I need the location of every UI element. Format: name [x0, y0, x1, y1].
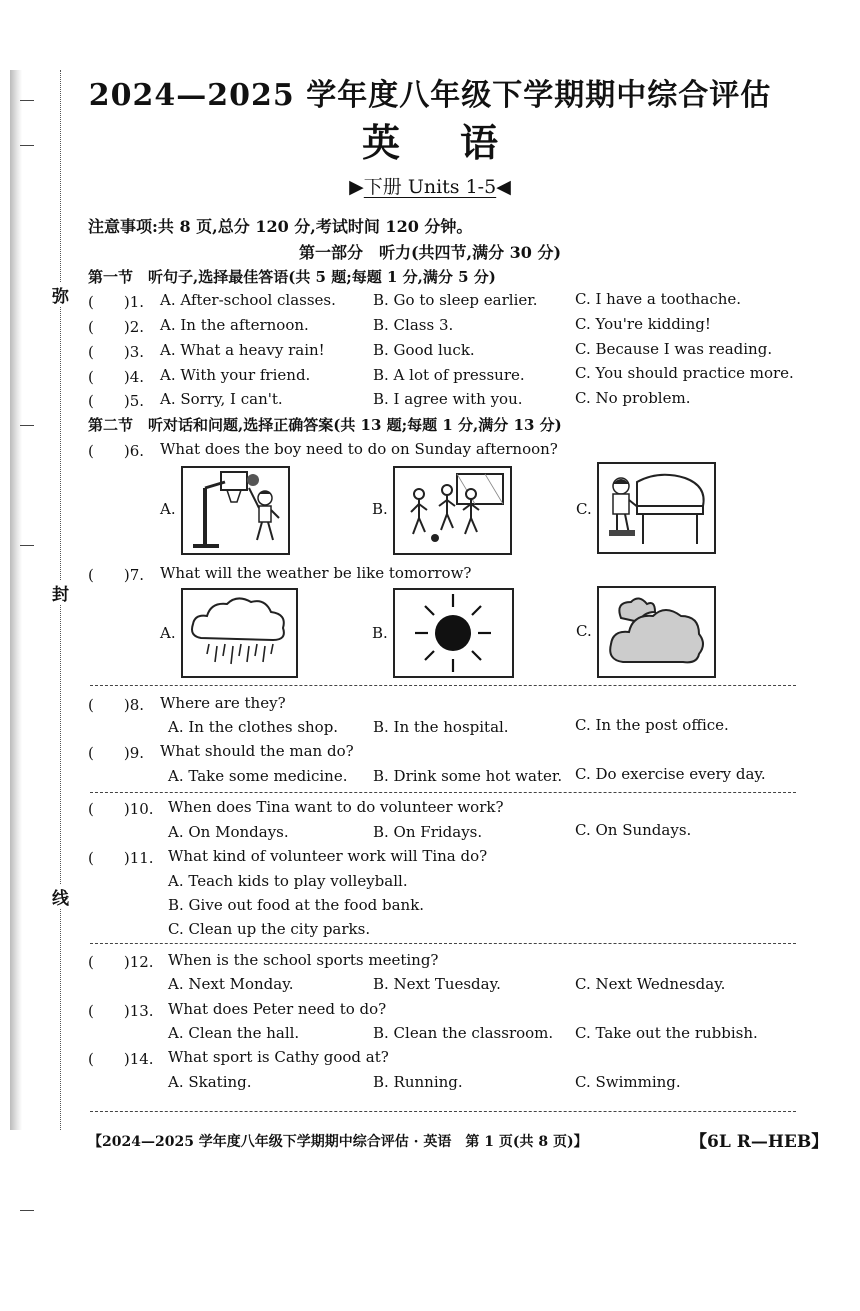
divider — [90, 792, 796, 793]
exam-title: 2024—2025 学年度八年级下学期期中综合评估 — [88, 78, 772, 113]
q7-picture-sun-icon — [393, 588, 514, 678]
q8-number: ( )8. — [88, 696, 145, 714]
q6-number: ( )6. — [88, 442, 145, 460]
q2-option-b: B. Class 3. — [373, 316, 454, 334]
q12-number: ( )12. — [88, 953, 154, 971]
q13-option-a: A. Clean the hall. — [168, 1024, 300, 1042]
exam-notice: 注意事项:共 8 页,总分 120 分,考试时间 120 分钟。 — [88, 217, 473, 236]
q6-text: What does the boy need to do on Sunday afternoon? — [160, 440, 558, 458]
q8-option-a: A. In the clothes shop. — [168, 718, 339, 736]
q3-number: ( )3. — [88, 343, 145, 361]
seal-char-xian: 线 — [52, 884, 69, 909]
q7-text: What will the weather be like tomorrow? — [160, 564, 472, 582]
q11-option-a: A. Teach kids to play volleyball. — [168, 872, 408, 890]
q8-option-b: B. In the hospital. — [373, 718, 509, 736]
q8-text: Where are they? — [160, 694, 286, 712]
q9-option-b: B. Drink some hot water. — [373, 767, 563, 785]
q3-option-c: C. Because I was reading. — [575, 340, 773, 358]
q1-number: ( )1. — [88, 293, 145, 311]
q13-option-c: C. Take out the rubbish. — [575, 1024, 758, 1042]
divider — [90, 685, 796, 686]
q7-number: ( )7. — [88, 566, 145, 584]
q4-number: ( )4. — [88, 368, 145, 386]
q12-option-b: B. Next Tuesday. — [373, 975, 501, 993]
q1-option-c: C. I have a toothache. — [575, 290, 742, 308]
subject-title: 英语 — [361, 120, 558, 165]
units-line — [0, 172, 860, 199]
scan-edge — [10, 70, 22, 1130]
q8-option-c: C. In the post office. — [575, 716, 729, 734]
q2-option-a: A. In the afternoon. — [160, 316, 309, 334]
q9-text: What should the man do? — [160, 742, 354, 760]
q1-option-b: B. Go to sleep earlier. — [373, 291, 538, 309]
units-arrow-right: ◀ — [496, 176, 511, 198]
q4-option-a: A. With your friend. — [160, 366, 311, 384]
part-one-heading: 第一部分 听力(共四节,满分 30 分) — [298, 243, 562, 262]
q12-option-c: C. Next Wednesday. — [575, 975, 726, 993]
seal-char-mi: 弥 — [52, 282, 69, 307]
q10-option-a: A. On Mondays. — [168, 823, 289, 841]
q9-number: ( )9. — [88, 744, 145, 762]
q1-option-a: A. After-school classes. — [160, 291, 336, 309]
margin-tick — [20, 425, 34, 426]
q5-option-c: C. No problem. — [575, 389, 691, 407]
q11-number: ( )11. — [88, 849, 154, 867]
q14-option-a: A. Skating. — [168, 1073, 252, 1091]
q14-option-b: B. Running. — [373, 1073, 463, 1091]
units-arrow-left: ▶ — [349, 176, 364, 198]
q6-label-b: B. — [372, 500, 388, 518]
q6-picture-basketball-icon — [181, 466, 290, 555]
q10-option-c: C. On Sundays. — [575, 821, 692, 839]
q9-option-c: C. Do exercise every day. — [575, 765, 766, 783]
q11-option-b: B. Give out food at the food bank. — [168, 896, 425, 914]
q10-text: When does Tina want to do volunteer work? — [168, 798, 504, 816]
q12-option-a: A. Next Monday. — [168, 975, 294, 993]
q13-number: ( )13. — [88, 1002, 154, 1020]
divider — [90, 943, 796, 944]
section-one-heading: 第一节 听句子,选择最佳答语(共 5 题;每题 1 分,满分 5 分) — [88, 268, 496, 286]
q14-option-c: C. Swimming. — [575, 1073, 681, 1091]
q5-option-b: B. I agree with you. — [373, 390, 523, 408]
q2-number: ( )2. — [88, 318, 145, 336]
units-text: 下册 Units 1-5 — [363, 176, 497, 198]
margin-tick — [20, 545, 34, 546]
q10-number: ( )10. — [88, 800, 154, 818]
q4-option-c: C. You should practice more. — [575, 364, 794, 382]
q7-picture-rain-icon — [181, 588, 298, 678]
page-footer: 【2024—2025 学年度八年级下学期期中综合评估 · 英语 第 1 页(共 8 页)】 — [88, 1134, 588, 1150]
divider — [90, 1111, 796, 1112]
q11-option-c: C. Clean up the city parks. — [168, 920, 371, 938]
q6-label-c: C. — [576, 500, 592, 518]
q11-text: What kind of volunteer work will Tina do? — [168, 847, 488, 865]
q12-text: When is the school sports meeting? — [168, 951, 439, 969]
q5-number: ( )5. — [88, 392, 145, 410]
q9-option-a: A. Take some medicine. — [168, 767, 348, 785]
section-two-heading: 第二节 听对话和问题,选择正确答案(共 13 题;每题 1 分,满分 13 分) — [88, 416, 562, 434]
q10-option-b: B. On Fridays. — [373, 823, 483, 841]
seal-char-feng: 封 — [52, 580, 69, 605]
q7-label-a: A. — [160, 624, 176, 642]
q3-option-b: B. Good luck. — [373, 341, 475, 359]
q13-option-b: B. Clean the classroom. — [373, 1024, 554, 1042]
q7-label-c: C. — [576, 622, 592, 640]
q6-picture-piano-icon — [597, 462, 716, 554]
q14-number: ( )14. — [88, 1050, 154, 1068]
q2-option-c: C. You're kidding! — [575, 315, 711, 333]
q14-text: What sport is Cathy good at? — [168, 1048, 389, 1066]
margin-tick — [20, 1210, 34, 1211]
q5-option-a: A. Sorry, I can't. — [160, 390, 283, 408]
paper-code: 【6L R—HEB】 — [690, 1132, 829, 1152]
q6-label-a: A. — [160, 500, 176, 518]
q4-option-b: B. A lot of pressure. — [373, 366, 525, 384]
q3-option-a: A. What a heavy rain! — [160, 341, 325, 359]
q7-picture-cloudy-icon — [597, 586, 716, 678]
q7-label-b: B. — [372, 624, 388, 642]
q6-picture-football-icon — [393, 466, 512, 555]
q13-text: What does Peter need to do? — [168, 1000, 387, 1018]
